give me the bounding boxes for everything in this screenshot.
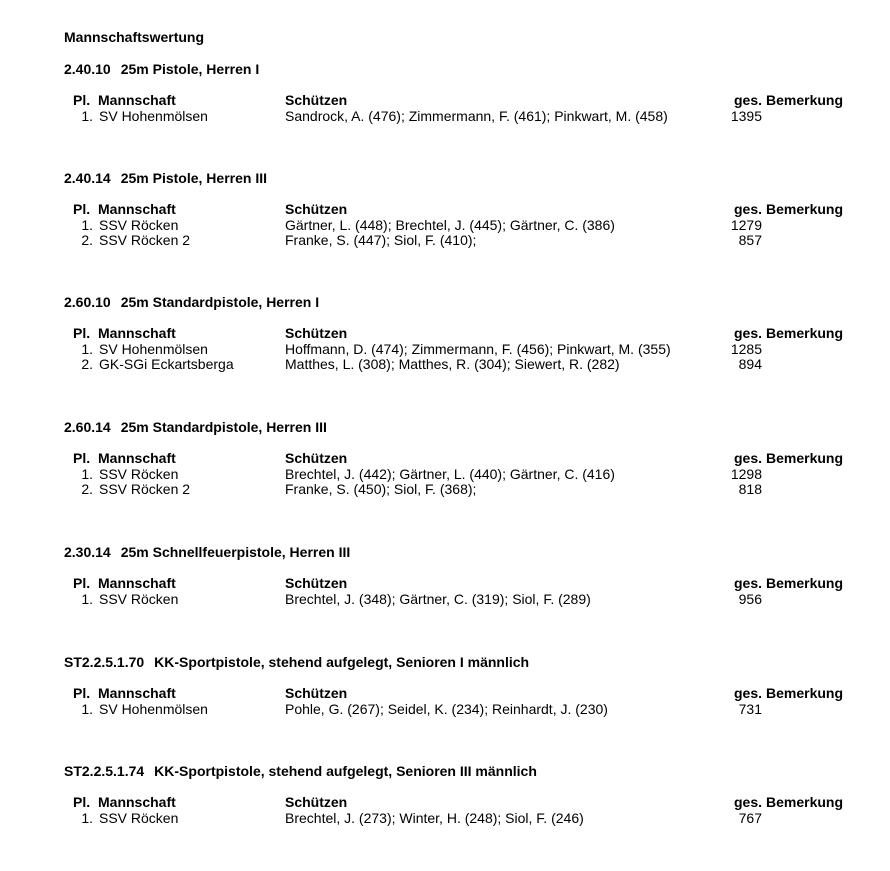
- header-total: ges.: [734, 685, 763, 701]
- total-cell: 1285: [730, 340, 762, 357]
- header-place: Pl.: [73, 575, 91, 591]
- place-cell: 2.: [81, 356, 93, 372]
- section-heading: [64, 544, 864, 560]
- team-results-table: [64, 794, 864, 825]
- team-cell: GK-SGi Eckartsberga: [99, 356, 234, 372]
- section-name: KK-Sportpistole, stehend aufgelegt, Senioren I männlich: [154, 654, 530, 670]
- table-header-row: [64, 794, 864, 810]
- team-cell: SV Hohenmölsen: [99, 107, 208, 124]
- team-cell: SSV Röcken: [99, 465, 179, 482]
- header-shooters: Schützen: [285, 92, 348, 108]
- table-header-row: [64, 575, 864, 591]
- section-2-60-14: [64, 419, 864, 497]
- header-place: Pl.: [73, 325, 91, 341]
- team-results-table: [64, 685, 864, 716]
- table-row: [64, 217, 864, 233]
- section-code: 2.30.14: [64, 544, 111, 560]
- header-total: ges.: [734, 794, 763, 810]
- header-remark: Bemerkung: [766, 201, 844, 217]
- section-2-60-10: [64, 294, 864, 372]
- table-row: [64, 108, 864, 124]
- section-code: 2.60.10: [64, 294, 111, 310]
- shooters-cell: Gärtner, L. (448); Brechtel, J. (445); Gärtner, C. (386): [285, 216, 615, 233]
- team-results-table: [64, 201, 864, 248]
- header-shooters: Schützen: [285, 794, 348, 810]
- table-row: [64, 701, 864, 717]
- total-cell: 818: [738, 481, 762, 497]
- total-cell: 1298: [730, 465, 762, 482]
- team-results-table: [64, 325, 864, 372]
- shooters-cell: Pohle, G. (267); Seidel, K. (234); Reinhardt, J. (230): [285, 700, 608, 717]
- total-cell: 857: [738, 232, 762, 248]
- section-heading: [64, 170, 864, 186]
- header-place: Pl.: [73, 450, 91, 466]
- section-heading: [64, 419, 864, 435]
- header-remark: Bemerkung: [766, 325, 844, 341]
- place-cell: 1.: [81, 700, 93, 717]
- shooters-cell: Franke, S. (447); Siol, F. (410);: [285, 232, 477, 248]
- section-code: ST2.2.5.1.74: [64, 763, 145, 779]
- table-header-row: [64, 201, 864, 217]
- place-cell: 2.: [81, 481, 93, 497]
- header-team: Mannschaft: [98, 450, 176, 466]
- team-cell: SSV Röcken: [99, 216, 179, 233]
- section-code: 2.60.14: [64, 419, 111, 435]
- section-heading: [64, 61, 864, 77]
- header-remark: Bemerkung: [766, 794, 844, 810]
- header-place: Pl.: [73, 92, 91, 108]
- section-heading: [64, 763, 864, 779]
- table-header-row: [64, 325, 864, 341]
- team-cell: SSV Röcken: [99, 809, 179, 826]
- table-row: [64, 356, 864, 372]
- team-cell: SSV Röcken 2: [99, 232, 191, 248]
- section-code: ST2.2.5.1.70: [64, 654, 145, 670]
- section-name: 25m Schnellfeuerpistole, Herren III: [120, 544, 351, 560]
- team-results-table: [64, 92, 864, 123]
- team-results-table: [64, 575, 864, 606]
- header-team: Mannschaft: [98, 685, 176, 701]
- shooters-cell: Brechtel, J. (273); Winter, H. (248); Siol, F. (246): [285, 809, 584, 826]
- place-cell: 1.: [81, 809, 93, 826]
- total-cell: 956: [738, 590, 762, 607]
- section-2-30-14: [64, 544, 864, 606]
- total-cell: 894: [738, 356, 762, 372]
- table-header-row: [64, 685, 864, 701]
- header-shooters: Schützen: [285, 575, 348, 591]
- section-name: 25m Standardpistole, Herren III: [120, 419, 327, 435]
- header-total: ges.: [734, 450, 763, 466]
- header-place: Pl.: [73, 201, 91, 217]
- table-row: [64, 341, 864, 357]
- header-place: Pl.: [73, 794, 91, 810]
- shooters-cell: Franke, S. (450); Siol, F. (368);: [285, 481, 477, 497]
- shooters-cell: Brechtel, J. (348); Gärtner, C. (319); Siol, F. (289): [285, 590, 591, 607]
- total-cell: 1279: [730, 216, 762, 233]
- table-header-row: [64, 450, 864, 466]
- header-team: Mannschaft: [98, 575, 176, 591]
- header-team: Mannschaft: [98, 794, 176, 810]
- section-heading: [64, 654, 864, 670]
- table-row: [64, 481, 864, 497]
- total-cell: 767: [738, 809, 762, 826]
- header-remark: Bemerkung: [766, 575, 844, 591]
- header-shooters: Schützen: [285, 685, 348, 701]
- header-remark: Bemerkung: [766, 685, 844, 701]
- header-remark: Bemerkung: [766, 92, 844, 108]
- header-total: ges.: [734, 92, 763, 108]
- team-cell: SV Hohenmölsen: [99, 700, 208, 717]
- section-st2-2-5-1-74: [64, 763, 864, 825]
- section-name: KK-Sportpistole, stehend aufgelegt, Senioren III männlich: [154, 763, 537, 779]
- team-cell: SV Hohenmölsen: [99, 340, 208, 357]
- header-total: ges.: [734, 201, 763, 217]
- total-cell: 1395: [730, 107, 762, 124]
- table-row: [64, 466, 864, 482]
- section-2-40-14: [64, 170, 864, 248]
- team-results-table: [64, 450, 864, 497]
- section-heading: [64, 294, 864, 310]
- section-name: 25m Pistole, Herren III: [120, 170, 268, 186]
- section-name: 25m Standardpistole, Herren I: [120, 294, 320, 310]
- header-total: ges.: [734, 575, 763, 591]
- place-cell: 1.: [81, 465, 93, 482]
- team-cell: SSV Röcken: [99, 590, 179, 607]
- section-name: 25m Pistole, Herren I: [120, 61, 260, 77]
- shooters-cell: Brechtel, J. (442); Gärtner, L. (440); Gärtner, C. (416): [285, 465, 615, 482]
- shooters-cell: Hoffmann, D. (474); Zimmermann, F. (456); Pinkwart, M. (355): [285, 340, 671, 357]
- shooters-cell: Sandrock, A. (476); Zimmermann, F. (461); Pinkwart, M. (458): [285, 107, 668, 124]
- table-row: [64, 810, 864, 826]
- table-header-row: [64, 92, 864, 108]
- header-shooters: Schützen: [285, 201, 348, 217]
- section-code: 2.40.10: [64, 61, 111, 77]
- header-team: Mannschaft: [98, 92, 176, 108]
- header-place: Pl.: [73, 685, 91, 701]
- place-cell: 1.: [81, 590, 93, 607]
- team-cell: SSV Röcken 2: [99, 481, 191, 497]
- page-title: Mannschaftswertung: [64, 29, 205, 45]
- place-cell: 1.: [81, 216, 93, 233]
- place-cell: 1.: [81, 107, 93, 124]
- place-cell: 2.: [81, 232, 93, 248]
- section-code: 2.40.14: [64, 170, 111, 186]
- shooters-cell: Matthes, L. (308); Matthes, R. (304); Siewert, R. (282): [285, 356, 620, 372]
- table-row: [64, 232, 864, 248]
- header-shooters: Schützen: [285, 450, 348, 466]
- header-team: Mannschaft: [98, 325, 176, 341]
- place-cell: 1.: [81, 340, 93, 357]
- section-2-40-10: [64, 61, 864, 123]
- header-remark: Bemerkung: [766, 450, 844, 466]
- header-total: ges.: [734, 325, 763, 341]
- total-cell: 731: [738, 700, 762, 717]
- header-team: Mannschaft: [98, 201, 176, 217]
- section-st2-2-5-1-70: [64, 654, 864, 716]
- table-row: [64, 591, 864, 607]
- header-shooters: Schützen: [285, 325, 348, 341]
